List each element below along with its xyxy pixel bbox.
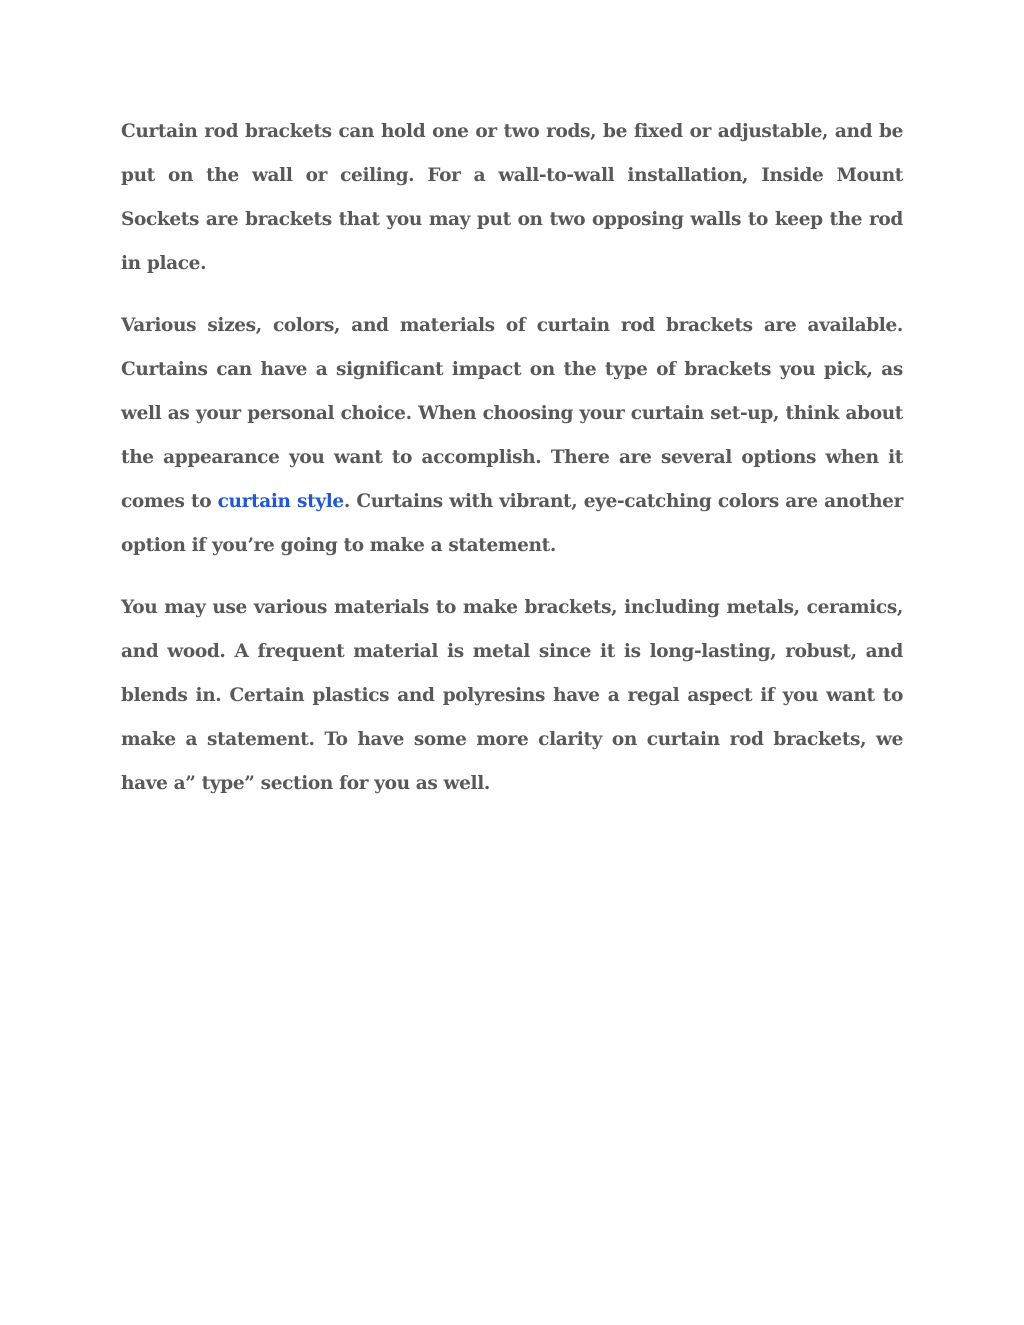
paragraph-sizes-colors-materials	[121, 304, 903, 568]
paragraph-text-before-link: Various sizes, colors, and materials of curtain rod brackets are available. Curtains can have a significant impact on the type of brackets you pick, as well as your personal choice. When choosing your curtain set-up, think about the appearance you want to accomplish. There are several options when it comes to	[121, 315, 903, 512]
curtain-style-link[interactable]: curtain style	[217, 491, 344, 512]
paragraph-curtain-rod-brackets: Curtain rod brackets can hold one or two rods, be fixed or adjustable, and be put on the wall or ceiling. For a wall-to-wall installation, Inside Mount Sockets are brackets that you may put on two opposing walls to keep the rod in place.	[121, 121, 903, 274]
paragraph-text-after-link: . Curtains with vibrant, eye-catching colors are another option if you’re going to make a statement.	[121, 491, 903, 556]
document-body	[121, 110, 903, 824]
paragraph-bracket-materials: You may use various materials to make brackets, including metals, ceramics, and wood. A frequent material is metal since it is long-lasting, robust, and blends in. Certain plastics and polyresins have a regal aspect if you want to make a statement. To have some more clarity on curtain rod brackets, we have a” type” section for you as well.	[121, 597, 903, 794]
